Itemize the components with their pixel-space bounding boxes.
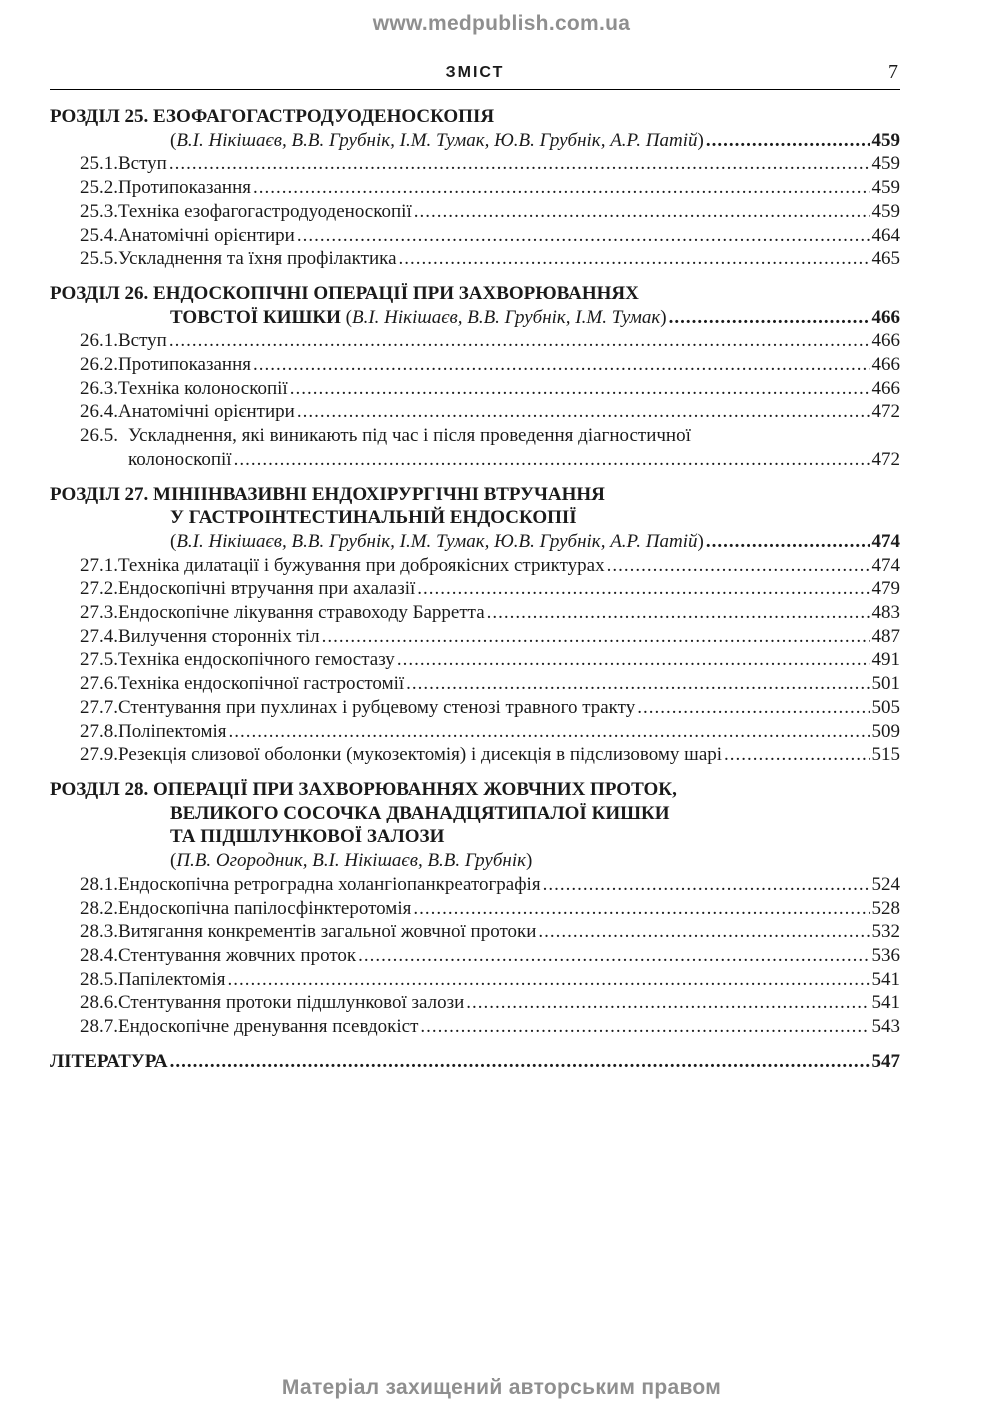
chapter-label: РОЗДІЛ 25. bbox=[50, 106, 149, 127]
chapter-title: ЕЗОФАГОГАСТРОДУОДЕНОСКОПІЯ bbox=[153, 106, 495, 127]
section-title: Протипоказання bbox=[118, 354, 251, 376]
toc-entry[interactable] bbox=[50, 224, 900, 248]
section-number: 27.1. bbox=[80, 554, 118, 576]
section-title: Ендоскопічні втручання при ахалазії bbox=[118, 578, 416, 600]
section-page: 515 bbox=[871, 744, 900, 766]
section-page: 543 bbox=[871, 1016, 900, 1038]
dot-leader bbox=[229, 720, 870, 744]
section-title: Резекція слизової оболонки (мукозектомія) і дисекція в підслизовому шарі bbox=[118, 744, 723, 766]
section-number: 26.2. bbox=[80, 354, 118, 376]
section-title: Стентування при пухлинах і рубцевому стенозі травного тракту bbox=[118, 696, 636, 718]
section-page: 472 bbox=[871, 401, 900, 423]
page-number: 7 bbox=[888, 61, 898, 83]
dot-leader bbox=[406, 672, 869, 696]
section-page: 524 bbox=[871, 873, 900, 895]
toc-entry[interactable] bbox=[50, 873, 900, 897]
section-number: 27.2. bbox=[80, 578, 118, 600]
dot-leader bbox=[397, 648, 870, 672]
dot-leader bbox=[637, 696, 869, 720]
chapter-title-cont: ВЕЛИКОГО СОСОЧКА ДВАНАДЦЯТИПАЛОЇ КИШКИ bbox=[170, 802, 670, 824]
section-number: 28.6. bbox=[80, 992, 118, 1014]
dot-leader bbox=[253, 353, 870, 377]
section-page: 459 bbox=[871, 153, 900, 175]
dot-leader bbox=[253, 176, 870, 200]
section-number: 25.5. bbox=[80, 248, 118, 270]
section-page: 536 bbox=[871, 944, 900, 966]
chapter-authors-row: (П.В. Огородник, В.І. Нікішаєв, В.В. Грубнік) bbox=[170, 850, 533, 872]
dot-leader bbox=[413, 897, 869, 921]
toc-entry[interactable] bbox=[50, 176, 900, 200]
section-number: 27.5. bbox=[80, 649, 118, 671]
section-page: 509 bbox=[871, 720, 900, 742]
dot-leader bbox=[420, 1015, 869, 1039]
toc-entry[interactable] bbox=[50, 648, 900, 672]
section-page: 479 bbox=[871, 578, 900, 600]
section-number: 25.4. bbox=[80, 224, 118, 246]
chapter-26 bbox=[50, 282, 900, 472]
section-title: Поліпектомія bbox=[118, 720, 227, 742]
dot-leader bbox=[414, 200, 870, 224]
toc-entry[interactable] bbox=[50, 968, 900, 992]
section-title: Техніка дилатації і бужування при доброякісних стриктурах bbox=[118, 554, 605, 576]
toc-entry[interactable] bbox=[50, 353, 900, 377]
section-page: 501 bbox=[871, 673, 900, 695]
chapter-heading bbox=[50, 483, 900, 507]
section-number: 27.9. bbox=[80, 744, 118, 766]
chapter-page: 474 bbox=[871, 530, 900, 552]
section-page: 466 bbox=[871, 330, 900, 352]
chapter-authors: В.І. Нікішаєв, В.В. Грубнік, І.М. Тумак bbox=[352, 306, 661, 328]
toc-entry[interactable] bbox=[50, 625, 900, 649]
dot-leader bbox=[466, 991, 869, 1015]
running-header bbox=[50, 61, 900, 90]
section-title: Вилучення сторонніх тіл bbox=[118, 625, 320, 647]
section-page: 474 bbox=[871, 554, 900, 576]
table-of-contents bbox=[50, 105, 900, 1073]
section-title: Стентування протоки підшлункової залози bbox=[118, 992, 465, 1014]
dot-leader bbox=[169, 329, 870, 353]
dot-leader bbox=[169, 152, 870, 176]
toc-entry[interactable] bbox=[50, 152, 900, 176]
toc-entry[interactable] bbox=[50, 991, 900, 1015]
dot-leader bbox=[399, 247, 870, 271]
dot-leader bbox=[417, 577, 869, 601]
chapter-title: ЕНДОСКОПІЧНІ ОПЕРАЦІЇ ПРИ ЗАХВОРЮВАННЯХ bbox=[153, 282, 639, 304]
dot-leader bbox=[538, 920, 869, 944]
section-page: 541 bbox=[871, 992, 900, 1014]
section-title: Ендоскопічна папілосфінктеротомія bbox=[118, 897, 412, 919]
section-title: Ендоскопічна ретроградна холангіопанкреатографія bbox=[118, 873, 541, 895]
section-page: 505 bbox=[871, 696, 900, 718]
section-page: 466 bbox=[871, 354, 900, 376]
dot-leader bbox=[322, 625, 870, 649]
section-number: 27.3. bbox=[80, 602, 118, 624]
section-page: 459 bbox=[871, 177, 900, 199]
section-title: Витягання конкрементів загальної жовчної протоки bbox=[118, 921, 537, 943]
section-title: Ускладнення та їхня профілактика bbox=[118, 248, 397, 270]
dot-leader bbox=[227, 968, 869, 992]
section-number: 26.5. bbox=[80, 425, 118, 447]
dot-leader bbox=[290, 377, 870, 401]
chapter-title-line bbox=[50, 802, 900, 826]
dot-leader bbox=[358, 944, 869, 968]
toc-entry[interactable] bbox=[50, 200, 900, 224]
section-title: Анатомічні орієнтири bbox=[118, 224, 295, 246]
section-title-cont: колоноскопії bbox=[128, 448, 232, 470]
section-page: 465 bbox=[871, 248, 900, 270]
section-number: 28.1. bbox=[80, 873, 118, 895]
section-page: 464 bbox=[871, 224, 900, 246]
chapter-authors: В.І. Нікішаєв, В.В. Грубнік, І.М. Тумак, Ю.В. Грубнік, А.Р. Патій bbox=[176, 129, 698, 151]
toc-entry[interactable] bbox=[50, 329, 900, 353]
section-page: 466 bbox=[871, 377, 900, 399]
section-page: 491 bbox=[871, 649, 900, 671]
chapter-authors-row: ТОВСТОЇ КИШКИ (В.І. Нікішаєв, В.В. Грубнік, І.М. Тумак) ..... 466 bbox=[50, 306, 900, 330]
section-title: Ускладнення, які виникають під час і після проведення діагностичної bbox=[128, 425, 691, 447]
section-number: 27.7. bbox=[80, 696, 118, 718]
chapter-title: МІНІІНВАЗИВНІ ЕНДОХІРУРГІЧНІ ВТРУЧАННЯ bbox=[153, 483, 605, 505]
dot-leader bbox=[706, 530, 870, 554]
section-page: 483 bbox=[871, 602, 900, 624]
literature-entry[interactable] bbox=[50, 1050, 900, 1074]
section-title: Вступ bbox=[118, 153, 167, 175]
chapter-authors: П.В. Огородник, В.І. Нікішаєв, В.В. Грубнік bbox=[176, 850, 527, 872]
toc-entry[interactable] bbox=[50, 897, 900, 921]
dot-leader bbox=[543, 873, 870, 897]
toc-entry[interactable] bbox=[50, 577, 900, 601]
bottom-watermark: Матеріал захищений авторським правом bbox=[281, 1376, 722, 1399]
toc-entry[interactable] bbox=[50, 672, 900, 696]
literature-page: 547 bbox=[871, 1050, 900, 1072]
chapter-title-cont: ТА ПІДШЛУНКОВОЇ ЗАЛОЗИ bbox=[170, 826, 445, 848]
chapter-page: 466 bbox=[871, 306, 900, 328]
chapter-25 bbox=[50, 105, 900, 271]
toc-entry[interactable] bbox=[50, 601, 900, 625]
toc-entry-continuation[interactable] bbox=[50, 448, 900, 472]
section-number: 26.1. bbox=[80, 330, 118, 352]
dot-leader bbox=[724, 743, 869, 767]
chapter-label: РОЗДІЛ 27. bbox=[50, 483, 149, 505]
section-title: Техніка ендоскопічного гемостазу bbox=[118, 649, 395, 671]
chapter-authors-row: (В.І. Нікішаєв, В.В. Грубнік, І.М. Тумак, Ю.В. Грубнік, А.Р. Патій) ..... 474 bbox=[50, 530, 900, 554]
section-page: 459 bbox=[871, 200, 900, 222]
toc-entry[interactable] bbox=[50, 1015, 900, 1039]
chapter-heading bbox=[50, 282, 900, 306]
section-title: Стентування жовчних проток bbox=[118, 944, 357, 966]
section-title: Техніка ендоскопічної гастростомії bbox=[118, 673, 405, 695]
chapter-heading bbox=[50, 105, 900, 129]
chapter-label: РОЗДІЛ 28. bbox=[50, 778, 149, 800]
chapter-title-cont: ТОВСТОЇ КИШКИ bbox=[170, 306, 341, 328]
section-page: 487 bbox=[871, 625, 900, 647]
toc-entry[interactable] bbox=[50, 743, 900, 767]
chapter-28 bbox=[50, 778, 900, 1039]
section-number: 27.6. bbox=[80, 673, 118, 695]
chapter-label: РОЗДІЛ 26. bbox=[50, 282, 149, 304]
section-number: 25.2. bbox=[80, 177, 118, 199]
section-title: Техніка колоноскопії bbox=[118, 377, 288, 399]
chapter-heading bbox=[50, 778, 900, 802]
dot-leader bbox=[487, 601, 870, 625]
chapter-authors-row: (В.І. Нікішаєв, В.В. Грубнік, І.М. Тумак, Ю.В. Грубнік, А.Р. Патій) ..... 459 bbox=[50, 129, 900, 153]
section-page: 472 bbox=[871, 448, 900, 470]
section-page: 541 bbox=[871, 968, 900, 990]
section-title: Вступ bbox=[118, 330, 167, 352]
dot-leader bbox=[706, 129, 870, 153]
dot-leader bbox=[669, 306, 870, 330]
chapter-27 bbox=[50, 483, 900, 767]
toc-entry[interactable] bbox=[50, 424, 900, 448]
section-title: Ендоскопічне дренування псевдокіст bbox=[118, 1016, 419, 1038]
section-number: 27.4. bbox=[80, 625, 118, 647]
section-number: 28.5. bbox=[80, 968, 118, 990]
toc-entry[interactable] bbox=[50, 720, 900, 744]
section-title: Техніка езофагогастродуоденоскопії bbox=[118, 200, 412, 222]
section-number: 25.1. bbox=[80, 153, 118, 175]
toc-entry[interactable] bbox=[50, 247, 900, 271]
section-page: 528 bbox=[871, 897, 900, 919]
top-watermark: www.medpublish.com.ua bbox=[372, 12, 631, 35]
section-number: 27.8. bbox=[80, 720, 118, 742]
dot-leader bbox=[234, 448, 870, 472]
section-number: 28.4. bbox=[80, 944, 118, 966]
literature-label: ЛІТЕРАТУРА bbox=[50, 1050, 168, 1072]
chapter-authors: В.І. Нікішаєв, В.В. Грубнік, І.М. Тумак, Ю.В. Грубнік, А.Р. Патій bbox=[176, 530, 698, 552]
toc-entry[interactable] bbox=[50, 400, 900, 424]
dot-leader bbox=[607, 554, 870, 578]
toc-entry[interactable] bbox=[50, 696, 900, 720]
chapter-title-line bbox=[50, 506, 900, 530]
section-number: 28.7. bbox=[80, 1016, 118, 1038]
section-number: 28.2. bbox=[80, 897, 118, 919]
dot-leader bbox=[297, 400, 870, 424]
toc-entry[interactable] bbox=[50, 920, 900, 944]
section-number: 25.3. bbox=[80, 200, 118, 222]
running-title: ЗМІСТ bbox=[445, 64, 505, 81]
toc-entry[interactable] bbox=[50, 944, 900, 968]
chapter-title-cont: У ГАСТРОІНТЕСТИНАЛЬНІЙ ЕНДОСКОПІЇ bbox=[170, 507, 577, 529]
toc-entry[interactable] bbox=[50, 377, 900, 401]
chapter-page: 459 bbox=[871, 129, 900, 151]
section-number: 28.3. bbox=[80, 921, 118, 943]
section-title: Ендоскопічне лікування стравоходу Барретта bbox=[118, 602, 485, 624]
section-title: Папілектомія bbox=[118, 968, 226, 990]
section-number: 26.3. bbox=[80, 377, 118, 399]
section-page: 532 bbox=[871, 921, 900, 943]
dot-leader bbox=[297, 224, 870, 248]
toc-entry[interactable] bbox=[50, 554, 900, 578]
chapter-title: ОПЕРАЦІЇ ПРИ ЗАХВОРЮВАННЯХ ЖОВЧНИХ ПРОТОК, bbox=[153, 778, 677, 800]
section-number: 26.4. bbox=[80, 401, 118, 423]
dot-leader bbox=[170, 1050, 870, 1074]
section-title: Анатомічні орієнтири bbox=[118, 401, 295, 423]
section-title: Протипоказання bbox=[118, 177, 251, 199]
chapter-title-line bbox=[50, 825, 900, 849]
